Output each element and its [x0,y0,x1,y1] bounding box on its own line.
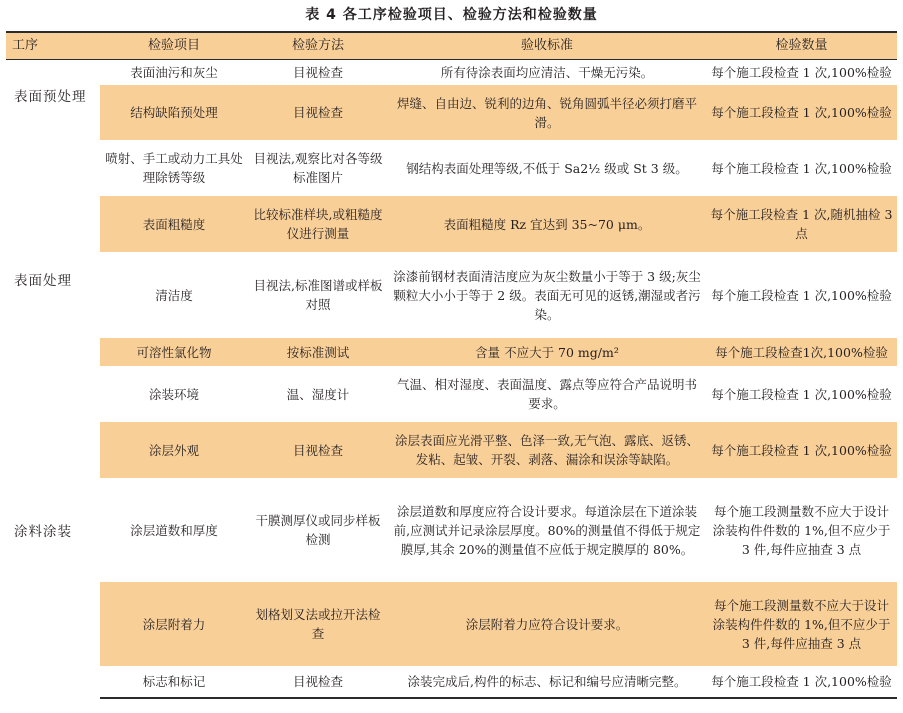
item-cell: 喷射、手工或动力工具处理除锈等级 [105,151,243,185]
quantity-cell: 每个施工段检查1次,100%检验 [706,338,897,366]
quantity-cell: 每个施工段检查 1 次,100%检验 [711,287,892,303]
table-row [6,366,897,422]
item-cell: 清洁度 [155,287,193,303]
standard-cell: 涂层表面应光滑平整、色泽一致,无气泡、露底、返锈、发粘、起皱、开裂、剥落、漏涂和误涂等缺陷。 [388,422,706,478]
method-cell: 目视检查 [292,64,343,80]
quantity-cell: 每个施工段测量数不应大于设计涂装构件件数的 1%,但不应少于 3 件,每件应抽查 3 点 [706,582,897,666]
table-row [6,582,897,666]
item-cell: 表面粗糙度 [100,196,248,252]
standard-cell: 涂层道数和厚度应符合设计要求。每道涂层在下道涂装前,应测试并记录涂层厚度。80%的测量值不得低于规定膜厚,其余 20%的测量值不应低于规定膜厚的 80%。 [393,503,701,557]
standard-cell: 涂装完成后,构件的标志、标记和编号应清晰完整。 [388,666,706,698]
header-quantity: 检验数量 [706,32,897,59]
table-row [6,140,897,196]
inspection-table [6,31,897,699]
method-cell: 比较标准样块,或粗糙度仪进行测量 [248,196,388,252]
quantity-cell: 每个施工段检查 1 次,100%检验 [706,85,897,140]
stage-cell: 表面处理 [6,196,100,366]
header-item: 检验项目 [100,32,248,59]
standard-cell: 涂层附着力应符合设计要求。 [388,582,706,666]
table-caption: 表 4 各工序检验项目、检验方法和检验数量 [305,7,598,23]
quantity-cell: 每个施工段测量数不应大于设计涂装构件件数的 1%,但不应少于 3 件,每件应抽查 3 点 [712,503,891,557]
standard-cell: 气温、相对湿度、表面温度、露点等应符合产品说明书要求。 [396,377,697,411]
table-row [6,252,897,338]
quantity-cell: 每个施工段检查 1 次,随机抽检 3 点 [706,196,897,252]
quantity-cell: 每个施工段检查 1 次,100%检验 [711,160,892,176]
table-row [6,85,897,140]
standard-cell: 钢结构表面处理等级,不低于 Sa2½ 级或 St 3 级。 [406,160,688,176]
table-row [6,196,897,252]
standard-cell: 含量 不应大于 70 mg/m² [388,338,706,366]
item-cell: 标志和标记 [100,666,248,698]
quantity-cell: 每个施工段检查 1 次,100%检验 [711,64,892,80]
item-cell: 涂装环境 [148,386,199,402]
quantity-cell: 每个施工段检查 1 次,100%检验 [706,666,897,698]
header-row [6,32,897,59]
method-cell: 温、湿度计 [286,386,350,402]
method-cell: 按标准测试 [248,338,388,366]
table-row [6,59,897,85]
standard-cell: 表面粗糙度 Rz 宜达到 35~70 μm。 [388,196,706,252]
table-row [6,422,897,478]
method-cell: 目视检查 [248,85,388,140]
header-method: 检验方法 [248,32,388,59]
standard-cell: 涂漆前钢材表面清洁度应为灰尘数量小于等于 3 级;灰尘颗粒大小小于等于 2 级。表面无可见的返锈,潮湿或者污染。 [393,268,701,322]
method-cell: 目视检查 [248,422,388,478]
quantity-cell: 每个施工段检查 1 次,100%检验 [706,422,897,478]
header-stage: 工序 [6,32,100,59]
item-cell: 涂层外观 [100,422,248,478]
item-cell: 涂层道数和厚度 [130,522,218,538]
item-cell: 涂层附着力 [100,582,248,666]
stage-cell: 涂料涂装 [6,366,100,698]
table-row [6,666,897,698]
header-standard: 验收标准 [388,32,706,59]
standard-cell: 所有待涂表面均应清洁、干燥无污染。 [440,64,654,80]
table-row [6,478,897,582]
standard-cell: 焊缝、自由边、锐利的边角、锐角圆弧半径必须打磨平滑。 [388,85,706,140]
quantity-cell: 每个施工段检查 1 次,100%检验 [711,386,892,402]
stage-cell: 表面预处理 [6,59,100,196]
method-cell: 干膜测厚仪或同步样板检测 [255,513,381,547]
method-cell: 目视检查 [248,666,388,698]
method-cell: 目视法,标准图谱或样板对照 [253,278,383,312]
method-cell: 划格划叉法或拉开法检查 [248,582,388,666]
item-cell: 表面油污和灰尘 [130,64,218,80]
item-cell: 结构缺陷预处理 [100,85,248,140]
method-cell: 目视法,观察比对各等级标准图片 [253,151,383,185]
table-row [6,338,897,366]
item-cell: 可溶性氯化物 [100,338,248,366]
